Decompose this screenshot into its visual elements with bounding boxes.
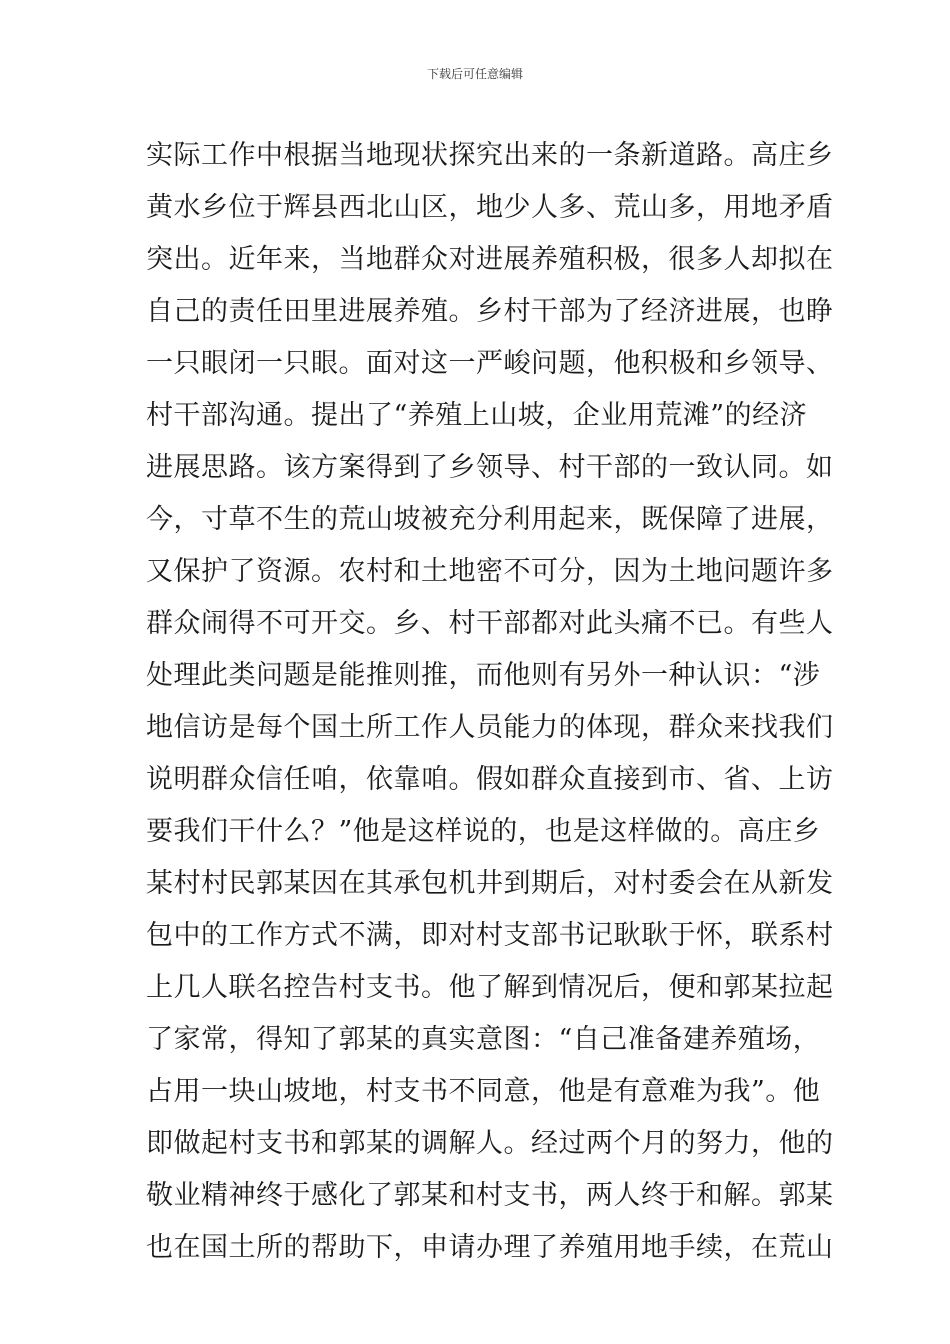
body-line: 某村村民郭某因在其承包机井到期后，对村委会在从新发 xyxy=(146,868,834,899)
body-line: 黄水乡位于辉县西北山区，地少人多、荒山多，用地矛盾 xyxy=(146,192,834,223)
body-line: 占用一块山坡地，村支书不同意，他是有意难为我”。他 xyxy=(146,1076,821,1107)
body-line: 实际工作中根据当地现状探究出来的一条新道路。高庄乡 xyxy=(146,140,834,171)
body-line: 了家常，得知了郭某的真实意图：“自己准备建养殖场， xyxy=(146,1024,821,1055)
body-line: 今，寸草不生的荒山坡被充分利用起来，既保障了进展， xyxy=(146,504,834,535)
body-line: 自己的责任田里进展养殖。乡村干部为了经济进展，也睁 xyxy=(146,296,834,327)
body-line: 一只眼闭一只眼。面对这一严峻问题，他积极和乡领导、 xyxy=(146,348,834,379)
body-line: 村干部沟通。提出了“养殖上山坡，企业用荒滩”的经济 xyxy=(146,400,808,431)
body-line: 地信访是每个国土所工作人员能力的体现，群众来找我们 xyxy=(146,712,834,743)
body-line: 要我们干什么？”他是这样说的，也是这样做的。高庄乡 xyxy=(146,816,821,847)
body-line: 突出。近年来，当地群众对进展养殖积极，很多人却拟在 xyxy=(146,244,834,275)
document-body xyxy=(146,130,834,1274)
body-line: 也在国土所的帮助下，申请办理了养殖用地手续，在荒山 xyxy=(146,1232,834,1263)
body-line: 包中的工作方式不满，即对村支部书记耿耿于怀，联系村 xyxy=(146,920,834,951)
body-line: 上几人联名控告村支书。他了解到情况后，便和郭某拉起 xyxy=(146,972,834,1003)
body-line: 即做起村支书和郭某的调解人。经过两个月的努力，他的 xyxy=(146,1128,834,1159)
body-line: 进展思路。该方案得到了乡领导、村干部的一致认同。如 xyxy=(146,452,834,483)
body-line: 处理此类问题是能推则推，而他则有另外一种认识：“涉 xyxy=(146,660,821,691)
page-header: 下载后可任意编辑 xyxy=(426,67,523,81)
body-line: 群众闹得不可开交。乡、村干部都对此头痛不已。有些人 xyxy=(146,608,834,639)
body-line: 又保护了资源。农村和土地密不可分，因为土地问题许多 xyxy=(146,556,834,587)
body-line: 敬业精神终于感化了郭某和村支书，两人终于和解。郭某 xyxy=(146,1180,834,1211)
body-line: 说明群众信任咱，依靠咱。假如群众直接到市、省、上访 xyxy=(146,764,834,795)
